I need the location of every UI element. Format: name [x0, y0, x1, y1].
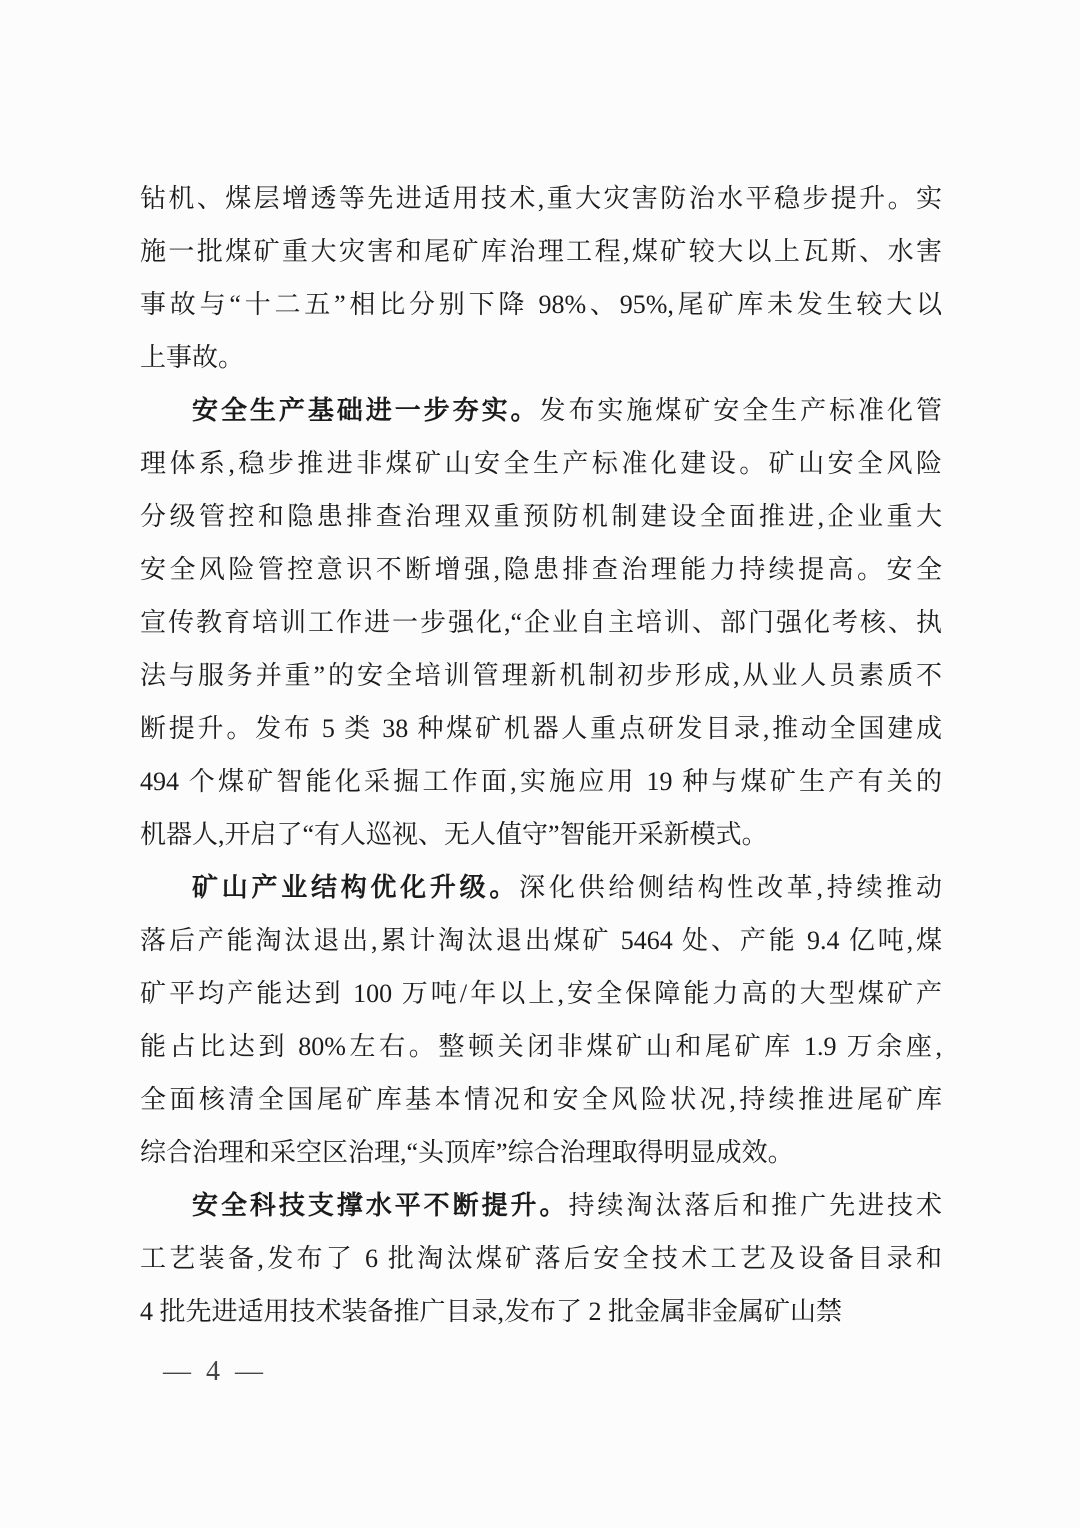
- paragraph-lead-bold: 矿山产业结构优化升级。: [192, 873, 520, 902]
- text-line: 全面核清全国尾矿库基本情况和安全风险状况,持续推进尾矿库: [140, 1085, 942, 1114]
- paragraph-2: [140, 384, 942, 861]
- paragraph-1: [140, 172, 942, 384]
- line-text: 持续淘汰落后和推广先进技术: [568, 1191, 942, 1220]
- text-line: 事故与“十二五”相比分别下降 98%、95%,尾矿库未发生较大以: [140, 290, 942, 319]
- page-number: — 4 —: [163, 1356, 267, 1387]
- text-line: 理体系,稳步推进非煤矿山安全生产标准化建设。矿山安全风险: [140, 449, 942, 478]
- text-line: 能占比达到 80%左右。整顿关闭非煤矿山和尾矿库 1.9 万余座,: [140, 1032, 942, 1061]
- text-line: [140, 384, 942, 437]
- text-line: 断提升。发布 5 类 38 种煤矿机器人重点研发目录,推动全国建成: [140, 714, 942, 743]
- paragraph-lead-bold: 安全生产基础进一步夯实。: [192, 396, 540, 425]
- text-line: 上事故。: [140, 343, 245, 372]
- text-line: 施一批煤矿重大灾害和尾矿库治理工程,煤矿较大以上瓦斯、水害: [140, 237, 942, 266]
- line-text: 发布实施煤矿安全生产标准化管: [539, 396, 942, 425]
- text-line: [140, 861, 942, 914]
- line-text: 深化供给侧结构性改革,持续推动: [519, 873, 942, 902]
- text-line: 矿平均产能达到 100 万吨/年以上,安全保障能力高的大型煤矿产: [140, 979, 942, 1008]
- text-line: 安全风险管控意识不断增强,隐患排查治理能力持续提高。安全: [140, 555, 942, 584]
- paragraph-4: [140, 1179, 942, 1338]
- text-line: 综合治理和采空区治理,“头顶库”综合治理取得明显成效。: [140, 1138, 794, 1167]
- text-line: 机器人,开启了“有人巡视、无人值守”智能开采新模式。: [140, 820, 768, 849]
- text-line: 494 个煤矿智能化采掘工作面,实施应用 19 种与煤矿生产有关的: [140, 767, 942, 796]
- text-line: 法与服务并重”的安全培训管理新机制初步形成,从业人员素质不: [140, 661, 942, 690]
- text-line: 分级管控和隐患排查治理双重预防机制建设全面推进,企业重大: [140, 502, 942, 531]
- text-line: 4 批先进适用技术装备推广目录,发布了 2 批金属非金属矿山禁: [140, 1297, 843, 1326]
- text-line: 钻机、煤层增透等先进适用技术,重大灾害防治水平稳步提升。实: [140, 184, 942, 213]
- paragraph-lead-bold: 安全科技支撑水平不断提升。: [192, 1191, 569, 1220]
- text-line: 落后产能淘汰退出,累计淘汰退出煤矿 5464 处、产能 9.4 亿吨,煤: [140, 926, 942, 955]
- text-line: 工艺装备,发布了 6 批淘汰煤矿落后安全技术工艺及设备目录和: [140, 1244, 942, 1273]
- document-body: [140, 172, 942, 1338]
- text-line: [140, 1179, 942, 1232]
- text-line: 宣传教育培训工作进一步强化,“企业自主培训、部门强化考核、执: [140, 608, 942, 637]
- paragraph-3: [140, 861, 942, 1179]
